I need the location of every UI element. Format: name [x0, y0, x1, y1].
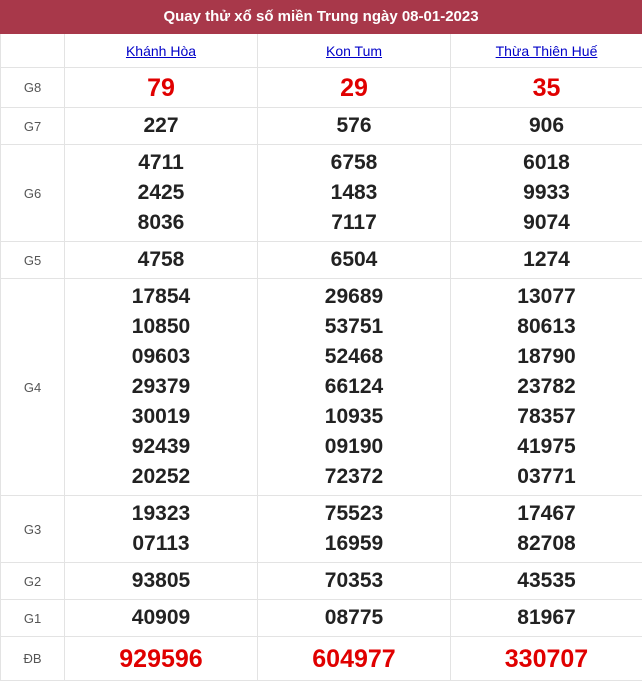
- prize-number: 80613: [451, 312, 642, 342]
- prize-cell: [258, 496, 451, 563]
- prize-cell: [258, 563, 451, 600]
- prize-number: 08775: [258, 603, 450, 633]
- prize-number: 29: [258, 70, 450, 106]
- prize-number: 604977: [258, 641, 450, 677]
- header-blank-cell: [1, 34, 65, 68]
- prize-number: 03771: [451, 462, 642, 492]
- prize-cell: [258, 68, 451, 108]
- prize-number: 8036: [65, 208, 257, 238]
- prize-cell: [65, 279, 258, 496]
- prize-number: 9074: [451, 208, 642, 238]
- province-header-cell: [451, 34, 642, 68]
- prize-row: [1, 496, 642, 563]
- prize-number: 66124: [258, 372, 450, 402]
- prize-number: 929596: [65, 641, 257, 677]
- prize-number: 4711: [65, 148, 257, 178]
- prize-number: 13077: [451, 282, 642, 312]
- prize-row: [1, 242, 642, 279]
- province-link-kon-tum[interactable]: Kon Tum: [326, 43, 382, 59]
- prize-cell: [65, 496, 258, 563]
- prize-number: 2425: [65, 178, 257, 208]
- prize-cell: [65, 242, 258, 279]
- prize-label: G4: [1, 279, 65, 496]
- prize-cell: [451, 68, 642, 108]
- prize-number: 330707: [451, 641, 642, 677]
- prize-number: 1274: [451, 245, 642, 275]
- prize-number: 30019: [65, 402, 257, 432]
- prize-cell: [451, 600, 642, 637]
- prize-cell: [65, 600, 258, 637]
- prize-number: 35: [451, 70, 642, 106]
- prize-cell: [65, 563, 258, 600]
- prize-number: 07113: [65, 529, 257, 559]
- prize-number: 75523: [258, 499, 450, 529]
- province-link-khanh-hoa[interactable]: Khánh Hòa: [126, 43, 196, 59]
- province-link-thua-thien-hue[interactable]: Thừa Thiên Huế: [496, 43, 598, 59]
- prize-number: 9933: [451, 178, 642, 208]
- prize-cell: [451, 496, 642, 563]
- prize-number: 4758: [65, 245, 257, 275]
- prize-row: [1, 563, 642, 600]
- prize-number: 29379: [65, 372, 257, 402]
- prize-row: [1, 68, 642, 108]
- prize-cell: [451, 108, 642, 145]
- prize-row: [1, 279, 642, 496]
- prize-number: 6504: [258, 245, 450, 275]
- prize-cell: [451, 637, 642, 681]
- page-title: Quay thử xổ số miền Trung ngày 08-01-2023: [0, 0, 642, 34]
- prize-number: 20252: [65, 462, 257, 492]
- prize-number: 40909: [65, 603, 257, 633]
- prize-label: ĐB: [1, 637, 65, 681]
- prize-number: 82708: [451, 529, 642, 559]
- prize-number: 29689: [258, 282, 450, 312]
- prize-cell: [65, 145, 258, 242]
- prize-cell: [451, 145, 642, 242]
- province-header-cell: [65, 34, 258, 68]
- prize-label: G8: [1, 68, 65, 108]
- prize-number: 906: [451, 111, 642, 141]
- prize-cell: [258, 600, 451, 637]
- prize-number: 43535: [451, 566, 642, 596]
- prize-number: 92439: [65, 432, 257, 462]
- prize-label: G2: [1, 563, 65, 600]
- results-table: [0, 34, 642, 681]
- province-header-row: [1, 34, 642, 68]
- prize-label: G3: [1, 496, 65, 563]
- prize-cell: [451, 563, 642, 600]
- prize-row: [1, 108, 642, 145]
- prize-cell: [258, 145, 451, 242]
- prize-cell: [65, 108, 258, 145]
- prize-label: G6: [1, 145, 65, 242]
- prize-label: G1: [1, 600, 65, 637]
- prize-cell: [65, 68, 258, 108]
- province-header-cell: [258, 34, 451, 68]
- prize-number: 576: [258, 111, 450, 141]
- prize-number: 79: [65, 70, 257, 106]
- prize-number: 16959: [258, 529, 450, 559]
- prize-number: 19323: [65, 499, 257, 529]
- prize-number: 41975: [451, 432, 642, 462]
- prize-number: 17467: [451, 499, 642, 529]
- prize-number: 09603: [65, 342, 257, 372]
- prize-number: 52468: [258, 342, 450, 372]
- prize-cell: [65, 637, 258, 681]
- prize-number: 72372: [258, 462, 450, 492]
- prize-number: 7117: [258, 208, 450, 238]
- prize-row: [1, 145, 642, 242]
- prize-number: 10850: [65, 312, 257, 342]
- prize-number: 18790: [451, 342, 642, 372]
- prize-label: G7: [1, 108, 65, 145]
- prize-cell: [258, 108, 451, 145]
- prize-row: [1, 600, 642, 637]
- prize-cell: [258, 279, 451, 496]
- prize-number: 6758: [258, 148, 450, 178]
- prize-number: 17854: [65, 282, 257, 312]
- prize-number: 09190: [258, 432, 450, 462]
- prize-cell: [258, 637, 451, 681]
- prize-cell: [258, 242, 451, 279]
- prize-number: 6018: [451, 148, 642, 178]
- prize-number: 81967: [451, 603, 642, 633]
- prize-row: [1, 637, 642, 681]
- prize-cell: [451, 279, 642, 496]
- prize-number: 10935: [258, 402, 450, 432]
- prize-number: 78357: [451, 402, 642, 432]
- prize-number: 53751: [258, 312, 450, 342]
- prize-number: 93805: [65, 566, 257, 596]
- prize-number: 227: [65, 111, 257, 141]
- prize-label: G5: [1, 242, 65, 279]
- prize-cell: [451, 242, 642, 279]
- prize-number: 1483: [258, 178, 450, 208]
- prize-number: 23782: [451, 372, 642, 402]
- prize-number: 70353: [258, 566, 450, 596]
